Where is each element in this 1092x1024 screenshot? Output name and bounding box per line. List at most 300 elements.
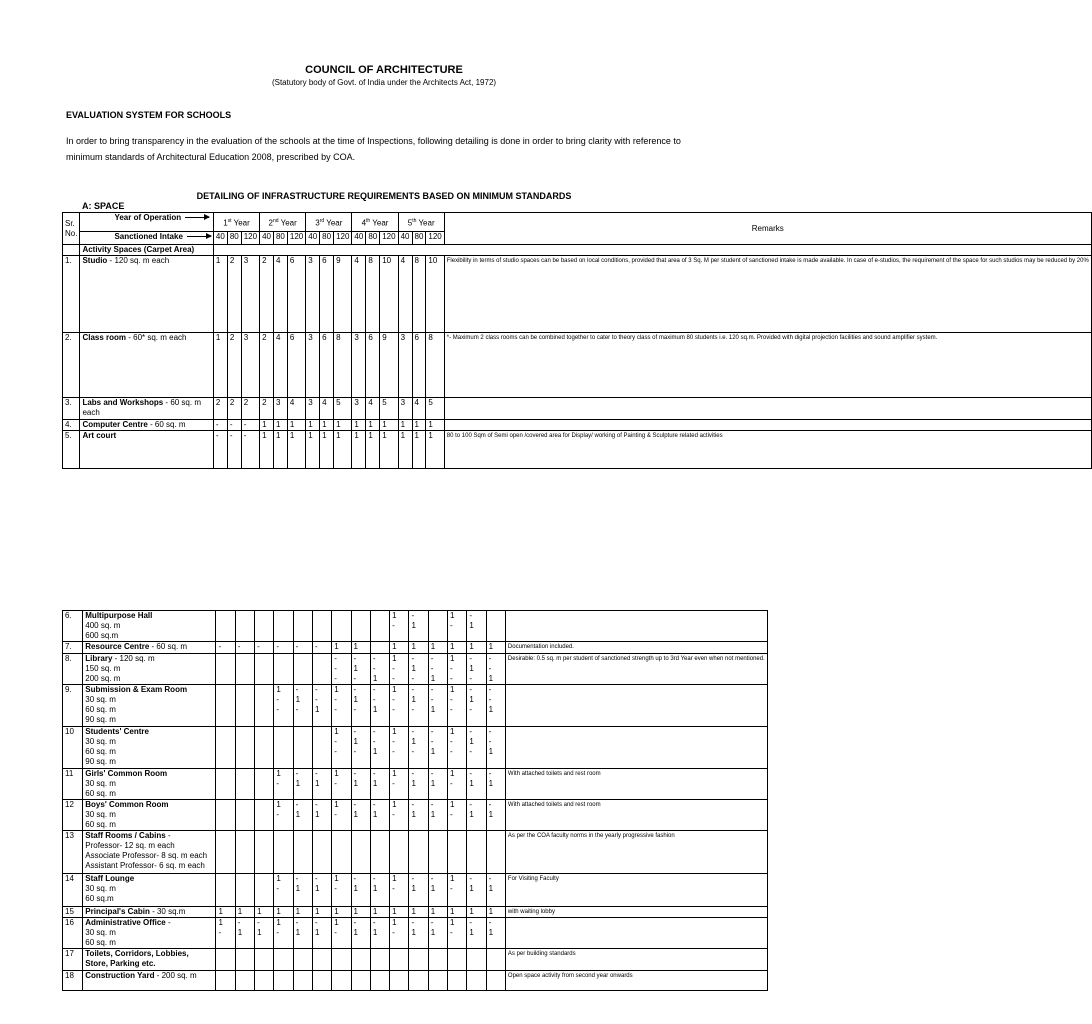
value-cell: - (241, 420, 259, 431)
sr-number: 6. (63, 611, 83, 642)
value-cell: 10 (426, 256, 444, 333)
value-cell: 6 (320, 256, 334, 333)
value-cell (255, 971, 274, 991)
value-cell: - (213, 431, 227, 469)
remark-cell (444, 398, 1091, 420)
value-cell: - 1 (293, 768, 312, 799)
value-cell: 1 - (448, 768, 467, 799)
value-cell: 1 - (448, 611, 467, 642)
value-cell: 4 (352, 256, 366, 333)
space-name: Students' Centre 30 sq. m 60 sq. m 90 sq. m (83, 726, 216, 768)
value-cell: 5 (380, 398, 398, 420)
remark-cell (505, 611, 767, 642)
sr-number: 14 (63, 873, 83, 906)
value-cell: - - 1 (312, 684, 331, 726)
value-cell (351, 949, 370, 971)
table-row (63, 684, 768, 726)
value-cell: 2 (241, 398, 259, 420)
remark-cell (505, 918, 767, 949)
value-cell: - - 1 (428, 684, 447, 726)
intro-paragraph: In order to bring transparency in the evaluation of the schools at the time of Inspections, following detailing is done in order to bring clarity with reference to minimum standards of Architectural Education 2008, prescribed by COA. (66, 136, 681, 162)
table-row (63, 431, 1092, 469)
value-cell (255, 653, 274, 684)
table-row (63, 333, 1092, 398)
space-name: Submission & Exam Room 30 sq. m 60 sq. m 90 sq. m (83, 684, 216, 726)
value-cell (351, 611, 370, 642)
value-cell: - 1 - (467, 684, 486, 726)
remark-cell: *- Maximum 2 class rooms can be combined together to cater to theory class of maximum 80 students i.e. 120 sq.m. Provided with digital projection facilities and sound amplifier system. (444, 333, 1091, 398)
space-name: Boys' Common Room 30 sq. m 60 sq. m (83, 799, 216, 830)
space-name: Studio - 120 sq. m each (80, 256, 213, 333)
value-cell: - (227, 431, 241, 469)
value-cell: 1 - (448, 873, 467, 906)
space-name: Girls' Common Room 30 sq. m 60 sq. m (83, 768, 216, 799)
value-cell: 1 (293, 906, 312, 918)
value-cell: - 1 (428, 918, 447, 949)
value-cell: 9 (380, 333, 398, 398)
table-row (63, 726, 768, 768)
value-cell: - 1 (409, 611, 428, 642)
value-cell: - 1 (293, 873, 312, 906)
value-cell (255, 726, 274, 768)
table-row (63, 653, 768, 684)
value-cell: - 1 (312, 799, 331, 830)
value-cell: 1 (352, 431, 366, 469)
value-cell (467, 971, 486, 991)
sr-number: 12 (63, 799, 83, 830)
value-cell: 1 (398, 431, 412, 469)
value-cell: 1 (255, 906, 274, 918)
value-cell: 1 (306, 420, 320, 431)
value-cell: - 1 - (467, 726, 486, 768)
value-cell: 3 (241, 333, 259, 398)
value-cell: - (235, 642, 254, 654)
intake-cell: 120 (287, 232, 305, 245)
value-cell (428, 971, 447, 991)
table-row (63, 768, 768, 799)
remark-cell (505, 726, 767, 768)
value-cell: 1 (390, 906, 409, 918)
value-cell: 1 (260, 420, 274, 431)
value-cell (409, 949, 428, 971)
value-cell: - 1 (255, 918, 274, 949)
value-cell: - 1 (486, 873, 505, 906)
value-cell: - 1 (486, 918, 505, 949)
table-row (63, 971, 768, 991)
value-cell: 1 (332, 642, 351, 654)
remark-cell (505, 684, 767, 726)
value-cell (293, 611, 312, 642)
value-cell (216, 653, 235, 684)
value-cell: - - 1 (370, 684, 389, 726)
value-cell: 6 (412, 333, 426, 398)
value-cell (255, 799, 274, 830)
col-year-4: 4th Year (352, 213, 398, 232)
remark-cell: 80 to 100 Sqm of Semi open /covered area for Display/ working of Painting & Sculpture related activities (444, 431, 1091, 469)
value-cell: - 1 - (351, 726, 370, 768)
value-cell: - 1 (428, 799, 447, 830)
space-name: Labs and Workshops - 60 sq. m each (80, 398, 213, 420)
value-cell (370, 830, 389, 873)
value-cell: 2 (227, 333, 241, 398)
value-cell (312, 830, 331, 873)
value-cell (293, 830, 312, 873)
value-cell: 1 (306, 431, 320, 469)
remark-cell: As per the COA faculty norms in the yearly progressive fashion (505, 830, 767, 873)
value-cell: 1 (274, 906, 293, 918)
value-cell (255, 873, 274, 906)
value-cell: - 1 (351, 873, 370, 906)
intake-cell: 80 (366, 232, 380, 245)
sr-number: 2. (63, 333, 80, 398)
space-name: Resource Centre - 60 sq. m (83, 642, 216, 654)
value-cell: 6 (287, 333, 305, 398)
col-year-2: 2nd Year (260, 213, 306, 232)
sr-number: 17 (63, 949, 83, 971)
value-cell: - 1 (351, 918, 370, 949)
space-name: Administrative Office - 30 sq. m 60 sq. m (83, 918, 216, 949)
value-cell: 1 (334, 431, 352, 469)
table-row (63, 256, 1092, 333)
sr-number: 16 (63, 918, 83, 949)
value-cell: 1 (448, 906, 467, 918)
sr-number: 15 (63, 906, 83, 918)
value-cell (486, 949, 505, 971)
value-cell: 2 (260, 333, 274, 398)
intake-cell: 80 (227, 232, 241, 245)
value-cell: 1 - (332, 768, 351, 799)
value-cell (467, 949, 486, 971)
value-cell: 1 (380, 420, 398, 431)
value-cell: 1 - (390, 611, 409, 642)
value-cell (274, 949, 293, 971)
value-cell: 8 (334, 333, 352, 398)
value-cell: 1 (273, 431, 287, 469)
value-cell: - 1 - (351, 684, 370, 726)
value-cell: 1 (467, 906, 486, 918)
value-cell: 9 (334, 256, 352, 333)
value-cell: - - 1 (370, 653, 389, 684)
value-cell: 1 (287, 420, 305, 431)
header-row-years (63, 213, 1092, 232)
intake-cell: 80 (273, 232, 287, 245)
sr-number: 18 (63, 971, 83, 991)
value-cell (409, 971, 428, 991)
space-name: Computer Centre - 60 sq. m (80, 420, 213, 431)
value-cell: 1 - - (332, 726, 351, 768)
col-remarks: Remarks (444, 213, 1091, 245)
value-cell: - 1 (486, 799, 505, 830)
value-cell: - - 1 (486, 726, 505, 768)
category-label: Activity Spaces (Carpet Area) (80, 245, 213, 256)
col-year-3: 3rd Year (306, 213, 352, 232)
value-cell: 6 (287, 256, 305, 333)
page-title: COUNCIL OF ARCHITECTURE (305, 64, 463, 76)
value-cell: 1 - - (390, 726, 409, 768)
value-cell (255, 768, 274, 799)
value-cell: - 1 (428, 768, 447, 799)
table-row (63, 906, 768, 918)
table-row (63, 611, 768, 642)
value-cell (235, 768, 254, 799)
intake-cell: 40 (260, 232, 274, 245)
value-cell: - 1 - (293, 684, 312, 726)
sr-number: 8. (63, 653, 83, 684)
value-cell: - - 1 (486, 684, 505, 726)
sr-number: 11 (63, 768, 83, 799)
intake-cell: 120 (334, 232, 352, 245)
value-cell: 5 (334, 398, 352, 420)
value-cell: 1 (426, 431, 444, 469)
value-cell (293, 653, 312, 684)
value-cell: - 1 - (409, 653, 428, 684)
sr-number: 5. (63, 431, 80, 469)
value-cell: - 1 (486, 768, 505, 799)
value-cell (274, 726, 293, 768)
value-cell: 1 (366, 431, 380, 469)
value-cell: 1 (320, 420, 334, 431)
value-cell: 1 - - (390, 653, 409, 684)
value-cell: 1 - - (390, 684, 409, 726)
value-cell: 1 (412, 431, 426, 469)
value-cell: 1 (467, 642, 486, 654)
value-cell: 8 (366, 256, 380, 333)
value-cell: 1 (366, 420, 380, 431)
value-cell: 1 - (332, 799, 351, 830)
value-cell: - 1 (428, 873, 447, 906)
space-name: Library - 120 sq. m 150 sq. m 200 sq. m (83, 653, 216, 684)
value-cell: - (227, 420, 241, 431)
value-cell: - 1 (409, 873, 428, 906)
value-cell (332, 611, 351, 642)
value-cell (370, 611, 389, 642)
value-cell: - 1 - (467, 653, 486, 684)
value-cell (370, 949, 389, 971)
value-cell: 3 (241, 256, 259, 333)
value-cell: 1 (398, 420, 412, 431)
value-cell: 3 (273, 398, 287, 420)
value-cell (274, 830, 293, 873)
value-cell: - - - (332, 653, 351, 684)
intake-cell: 40 (213, 232, 227, 245)
category-row (63, 245, 1092, 256)
table-row (63, 398, 1092, 420)
value-cell (390, 971, 409, 991)
value-cell: - - 1 (486, 653, 505, 684)
value-cell: 8 (426, 333, 444, 398)
value-cell: 1 - (274, 873, 293, 906)
space-table-part-1 (62, 212, 1092, 469)
value-cell: - 1 (467, 768, 486, 799)
space-name: Construction Yard - 200 sq. m (83, 971, 216, 991)
value-cell: 3 (306, 256, 320, 333)
value-cell: 1 - - (448, 726, 467, 768)
value-cell: - 1 - (409, 726, 428, 768)
value-cell: 1 (351, 642, 370, 654)
value-cell (235, 799, 254, 830)
value-cell: - 1 (312, 918, 331, 949)
remark-cell: As per building standards (505, 949, 767, 971)
space-name: Staff Lounge 30 sq. m 60 sq.m (83, 873, 216, 906)
value-cell: 4 (398, 256, 412, 333)
space-name: Staff Rooms / Cabins - Professor- 12 sq. m each Associate Professor- 8 sq. m each Assistant Professor- 6 sq. m each (83, 830, 216, 873)
value-cell: - 1 (351, 799, 370, 830)
value-cell: 1 (213, 256, 227, 333)
table-row (63, 642, 768, 654)
col-sr: Sr. No. (63, 213, 80, 245)
intake-cell: 40 (352, 232, 366, 245)
value-cell: 4 (287, 398, 305, 420)
value-cell (216, 726, 235, 768)
value-cell: 1 (409, 906, 428, 918)
remark-cell: with waiting lobby (505, 906, 767, 918)
value-cell (216, 873, 235, 906)
value-cell: 4 (320, 398, 334, 420)
remark-cell: Desirable: 0.5 sq. m per student of sanctioned strength up to 3rd Year even when not mentioned. (505, 653, 767, 684)
value-cell: 1 - (274, 918, 293, 949)
remark-cell: Flexibility in terms of studio spaces can be based on local conditions, provided that area of 3 Sq. M per student of sanctioned intake is made available. In case of e-studios, the requirement of the space for such studios may be reduced by 20% (444, 256, 1091, 333)
value-cell (486, 830, 505, 873)
value-cell: 1 (426, 420, 444, 431)
value-cell: - 1 (370, 918, 389, 949)
value-cell: - 1 (409, 918, 428, 949)
value-cell: - (255, 642, 274, 654)
value-cell: 2 (260, 398, 274, 420)
value-cell: - 1 (409, 768, 428, 799)
value-cell (255, 949, 274, 971)
value-cell (351, 971, 370, 991)
value-cell (448, 830, 467, 873)
space-name: Class room - 60* sq. m each (80, 333, 213, 398)
value-cell: 1 - (216, 918, 235, 949)
value-cell: 1 (390, 642, 409, 654)
remark-cell (444, 420, 1091, 431)
value-cell (216, 949, 235, 971)
value-cell: - 1 (467, 799, 486, 830)
value-cell: 1 (486, 642, 505, 654)
value-cell (486, 971, 505, 991)
sr-number: 1. (63, 256, 80, 333)
value-cell: 4 (273, 333, 287, 398)
value-cell: 1 (409, 642, 428, 654)
remark-cell: With attached toilets and rest room (505, 768, 767, 799)
value-cell: 1 (351, 906, 370, 918)
table-row (63, 918, 768, 949)
value-cell (428, 949, 447, 971)
value-cell: 3 (352, 398, 366, 420)
value-cell (235, 611, 254, 642)
value-cell (351, 830, 370, 873)
section-label: A: SPACE (82, 201, 125, 211)
remark-cell: With attached toilets and rest room (505, 799, 767, 830)
value-cell: 1 (448, 642, 467, 654)
intake-cell: 40 (306, 232, 320, 245)
value-cell (216, 830, 235, 873)
value-cell: 4 (366, 398, 380, 420)
value-cell: 1 - (332, 873, 351, 906)
value-cell: - - 1 (428, 653, 447, 684)
value-cell (235, 684, 254, 726)
value-cell (370, 642, 389, 654)
table-row (63, 873, 768, 906)
value-cell: 3 (306, 333, 320, 398)
table-title: DETAILING OF INFRASTRUCTURE REQUIREMENTS BASED ON MINIMUM STANDARDS (196, 191, 572, 201)
value-cell: 1 - - (448, 684, 467, 726)
value-cell (467, 830, 486, 873)
value-cell (274, 653, 293, 684)
value-cell: 1 - - (274, 684, 293, 726)
value-cell (235, 971, 254, 991)
value-cell: - (293, 642, 312, 654)
value-cell: 1 (235, 906, 254, 918)
intake-cell: 80 (412, 232, 426, 245)
value-cell: 3 (352, 333, 366, 398)
value-cell (312, 949, 331, 971)
arrow-right-icon (187, 236, 211, 237)
value-cell: - 1 (467, 611, 486, 642)
remark-cell: Open space activity from second year onwards (505, 971, 767, 991)
intake-cell: 120 (380, 232, 398, 245)
value-cell (216, 799, 235, 830)
value-cell: 1 - (390, 873, 409, 906)
value-cell: 1 (216, 906, 235, 918)
value-cell (428, 830, 447, 873)
value-cell: - 1 - (351, 653, 370, 684)
value-cell: - 1 (312, 873, 331, 906)
value-cell (216, 611, 235, 642)
value-cell: 1 - (448, 799, 467, 830)
sr-number: 9. (63, 684, 83, 726)
value-cell (312, 611, 331, 642)
value-cell: 8 (412, 256, 426, 333)
value-cell (255, 830, 274, 873)
value-cell (390, 830, 409, 873)
value-cell: 1 - (390, 918, 409, 949)
value-cell (235, 873, 254, 906)
table-row (63, 949, 768, 971)
value-cell: - (216, 642, 235, 654)
value-cell: 1 (486, 906, 505, 918)
value-cell (428, 611, 447, 642)
value-cell (293, 949, 312, 971)
value-cell: 1 - (332, 918, 351, 949)
value-cell (293, 726, 312, 768)
value-cell: - - 1 (428, 726, 447, 768)
value-cell (390, 949, 409, 971)
value-cell: 1 - (274, 799, 293, 830)
value-cell: 6 (366, 333, 380, 398)
value-cell: 1 (273, 420, 287, 431)
value-cell: 1 (412, 420, 426, 431)
value-cell: - 1 (293, 799, 312, 830)
col-year-5: 5th Year (398, 213, 444, 232)
value-cell: 1 (260, 431, 274, 469)
value-cell: 1 - (390, 768, 409, 799)
value-cell (332, 949, 351, 971)
value-cell: 1 - - (448, 653, 467, 684)
value-cell: 3 (398, 333, 412, 398)
space-table-part-2 (62, 610, 768, 991)
value-cell: 3 (306, 398, 320, 420)
col-sanctioned-intake: Sanctioned Intake (80, 232, 213, 245)
value-cell: 10 (380, 256, 398, 333)
value-cell: - 1 (467, 918, 486, 949)
value-cell: - 1 (370, 768, 389, 799)
sr-number: 7. (63, 642, 83, 654)
value-cell (332, 971, 351, 991)
value-cell: 2 (213, 398, 227, 420)
value-cell: - (241, 431, 259, 469)
